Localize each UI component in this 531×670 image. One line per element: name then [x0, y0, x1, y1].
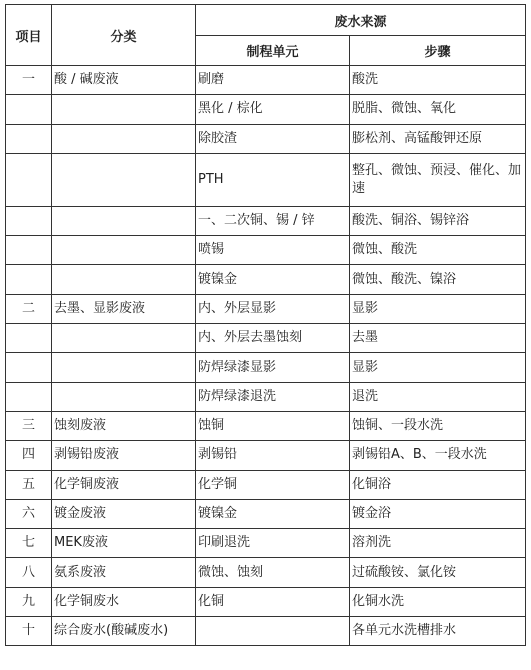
- cell-step: 镀金浴: [350, 499, 526, 528]
- cell-category: 剥锡铅废液: [52, 441, 196, 470]
- table-row: [6, 558, 526, 587]
- table-row: [6, 324, 526, 353]
- table-row: [6, 153, 526, 206]
- cell-category: 酸 / 碱废液: [52, 66, 196, 95]
- cell-no: 九: [6, 587, 52, 616]
- table-row: [6, 124, 526, 153]
- table-row: [6, 265, 526, 294]
- cell-unit: 印刷退洗: [196, 529, 350, 558]
- cell-no: [6, 153, 52, 206]
- cell-no: 一: [6, 66, 52, 95]
- wastewater-table-container: [5, 4, 525, 646]
- header-step: 步骤: [350, 36, 526, 66]
- table-row: [6, 411, 526, 440]
- table-row: [6, 206, 526, 235]
- cell-no: [6, 265, 52, 294]
- cell-no: [6, 324, 52, 353]
- header-row: [6, 5, 526, 36]
- cell-no: 二: [6, 294, 52, 323]
- cell-step: 显影: [350, 294, 526, 323]
- cell-unit: 除胶渣: [196, 124, 350, 153]
- cell-unit: 微蚀、蚀刻: [196, 558, 350, 587]
- cell-step: 酸洗、铜浴、锡锌浴: [350, 206, 526, 235]
- wastewater-source-table: [5, 4, 526, 646]
- cell-unit: [196, 617, 350, 646]
- cell-category: MEK废液: [52, 529, 196, 558]
- cell-unit: 黑化 / 棕化: [196, 95, 350, 124]
- cell-step: 过硫酸铵、氯化铵: [350, 558, 526, 587]
- cell-category: 蚀刻废液: [52, 411, 196, 440]
- cell-no: [6, 382, 52, 411]
- table-row: [6, 499, 526, 528]
- cell-unit: 防焊绿漆退洗: [196, 382, 350, 411]
- table-row: [6, 294, 526, 323]
- cell-category: 化学铜废液: [52, 470, 196, 499]
- table-row: [6, 353, 526, 382]
- cell-unit: 蚀铜: [196, 411, 350, 440]
- cell-no: [6, 124, 52, 153]
- table-row: [6, 66, 526, 95]
- cell-unit: 一、二次铜、锡 / 锌: [196, 206, 350, 235]
- cell-step: 化铜水洗: [350, 587, 526, 616]
- cell-step: 微蚀、酸洗、镍浴: [350, 265, 526, 294]
- cell-unit: 镀镍金: [196, 265, 350, 294]
- table-row: [6, 236, 526, 265]
- cell-no: 三: [6, 411, 52, 440]
- cell-no: 八: [6, 558, 52, 587]
- cell-step: 溶剂洗: [350, 529, 526, 558]
- cell-unit: 内、外层显影: [196, 294, 350, 323]
- cell-category: 镀金废液: [52, 499, 196, 528]
- header-item: 项目: [6, 5, 52, 66]
- cell-category: [52, 124, 196, 153]
- cell-category: 综合废水(酸碱废水): [52, 617, 196, 646]
- cell-no: 七: [6, 529, 52, 558]
- header-category: 分类: [52, 5, 196, 66]
- cell-step: 化铜浴: [350, 470, 526, 499]
- table-row: [6, 95, 526, 124]
- cell-unit: 化学铜: [196, 470, 350, 499]
- cell-category: [52, 153, 196, 206]
- table-row: [6, 470, 526, 499]
- cell-unit: 剥锡铅: [196, 441, 350, 470]
- cell-unit: 喷锡: [196, 236, 350, 265]
- cell-step: 蚀铜、一段水洗: [350, 411, 526, 440]
- table-row: [6, 382, 526, 411]
- cell-category: [52, 324, 196, 353]
- cell-step: 膨松剂、高锰酸钾还原: [350, 124, 526, 153]
- cell-category: 氨系废液: [52, 558, 196, 587]
- cell-no: 十: [6, 617, 52, 646]
- cell-no: [6, 353, 52, 382]
- cell-category: 去墨、显影废液: [52, 294, 196, 323]
- cell-no: [6, 236, 52, 265]
- cell-no: [6, 95, 52, 124]
- cell-no: 五: [6, 470, 52, 499]
- cell-category: [52, 353, 196, 382]
- cell-unit: 镀镍金: [196, 499, 350, 528]
- cell-step: 退洗: [350, 382, 526, 411]
- table-row: [6, 617, 526, 646]
- cell-unit: PTH: [196, 153, 350, 206]
- cell-step: 各单元水洗槽排水: [350, 617, 526, 646]
- cell-unit: 化铜: [196, 587, 350, 616]
- cell-no: 六: [6, 499, 52, 528]
- cell-step: 微蚀、酸洗: [350, 236, 526, 265]
- cell-unit: 防焊绿漆显影: [196, 353, 350, 382]
- cell-category: [52, 206, 196, 235]
- header-unit: 制程单元: [196, 36, 350, 66]
- cell-category: [52, 236, 196, 265]
- cell-category: [52, 95, 196, 124]
- cell-category: [52, 265, 196, 294]
- header-source: 废水来源: [196, 5, 526, 36]
- cell-step: 显影: [350, 353, 526, 382]
- table-row: [6, 529, 526, 558]
- table-row: [6, 441, 526, 470]
- cell-step: 剥锡铅A、B、一段水洗: [350, 441, 526, 470]
- cell-step: 去墨: [350, 324, 526, 353]
- cell-step: 脱脂、微蚀、氧化: [350, 95, 526, 124]
- table-row: [6, 587, 526, 616]
- cell-unit: 内、外层去墨蚀刻: [196, 324, 350, 353]
- cell-step: 酸洗: [350, 66, 526, 95]
- cell-category: [52, 382, 196, 411]
- cell-category: 化学铜废水: [52, 587, 196, 616]
- cell-no: [6, 206, 52, 235]
- cell-no: 四: [6, 441, 52, 470]
- cell-unit: 刷磨: [196, 66, 350, 95]
- cell-step: 整孔、微蚀、预浸、催化、加速: [350, 153, 526, 206]
